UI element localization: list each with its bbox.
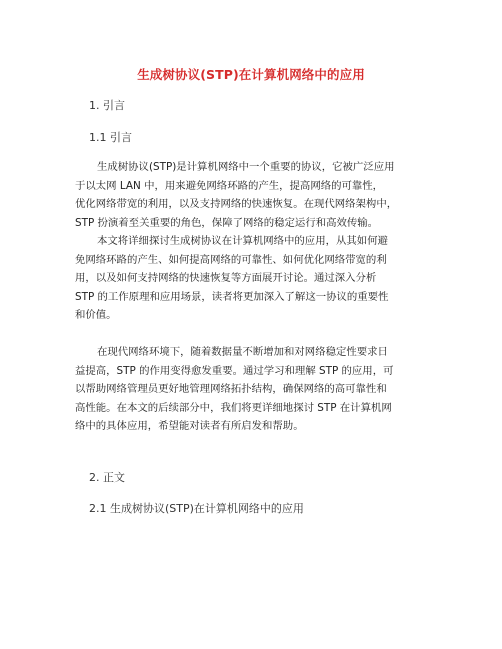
section-heading-2: 2. 正文 [89, 471, 125, 484]
section-heading-1: 1. 引言 [89, 99, 125, 112]
paragraph-line: 益提高，STP 的作用变得愈发重要。通过学习和理解 STP 的应用，可 [75, 364, 394, 377]
paragraph-line: 本文将详细探讨生成树协议在计算机网络中的应用，从其如何避 [97, 235, 388, 247]
paragraph-line: 以帮助网络管理员更好地管理网络拓扑结构，确保网络的高可靠性和 [75, 383, 387, 396]
paragraph-2 [75, 232, 445, 325]
paragraph-line: 高性能。在本文的后续部分中，我们将更详细地探讨 STP 在计算机网 [75, 401, 392, 414]
paragraph-line: 络中的具体应用，希望能对读者有所启发和帮助。 [75, 420, 304, 433]
document-title: 生成树协议(STP)在计算机网络中的应用 [137, 67, 365, 82]
paragraph-1 [75, 158, 445, 232]
paragraph-line: 在现代网络环境下，随着数据量不断增加和对网络稳定性要求日 [97, 346, 388, 358]
subsection-heading-2-1: 2.1 生成树协议(STP)在计算机网络中的应用 [89, 502, 304, 515]
paragraph-3 [75, 343, 445, 436]
paragraph-line: 于以太网 LAN 中，用来避免网络环路的产生，提高网络的可靠性， [75, 179, 384, 192]
paragraph-line: 生成树协议(STP)是计算机网络中一个重要的协议，它被广泛应用 [97, 161, 395, 173]
subsection-heading-1-1: 1.1 引言 [89, 131, 132, 144]
paragraph-line: 免网络环路的产生、如何提高网络的可靠性、如何优化网络带宽的利 [75, 253, 387, 266]
paragraph-line: STP 的工作原理和应用场景，读者将更加深入了解这一协议的重要性 [75, 290, 389, 303]
paragraph-line: STP 扮演着至关重要的角色，保障了网络的稳定运行和高效传输。 [75, 216, 379, 229]
paragraph-line: 优化网络带宽的利用，以及支持网络的快速恢复。在现代网络架构中， [75, 198, 398, 211]
paragraph-line: 用，以及如何支持网络的快速恢复等方面展开讨论。通过深入分析 [75, 272, 377, 285]
paragraph-line: 和价值。 [75, 309, 117, 322]
